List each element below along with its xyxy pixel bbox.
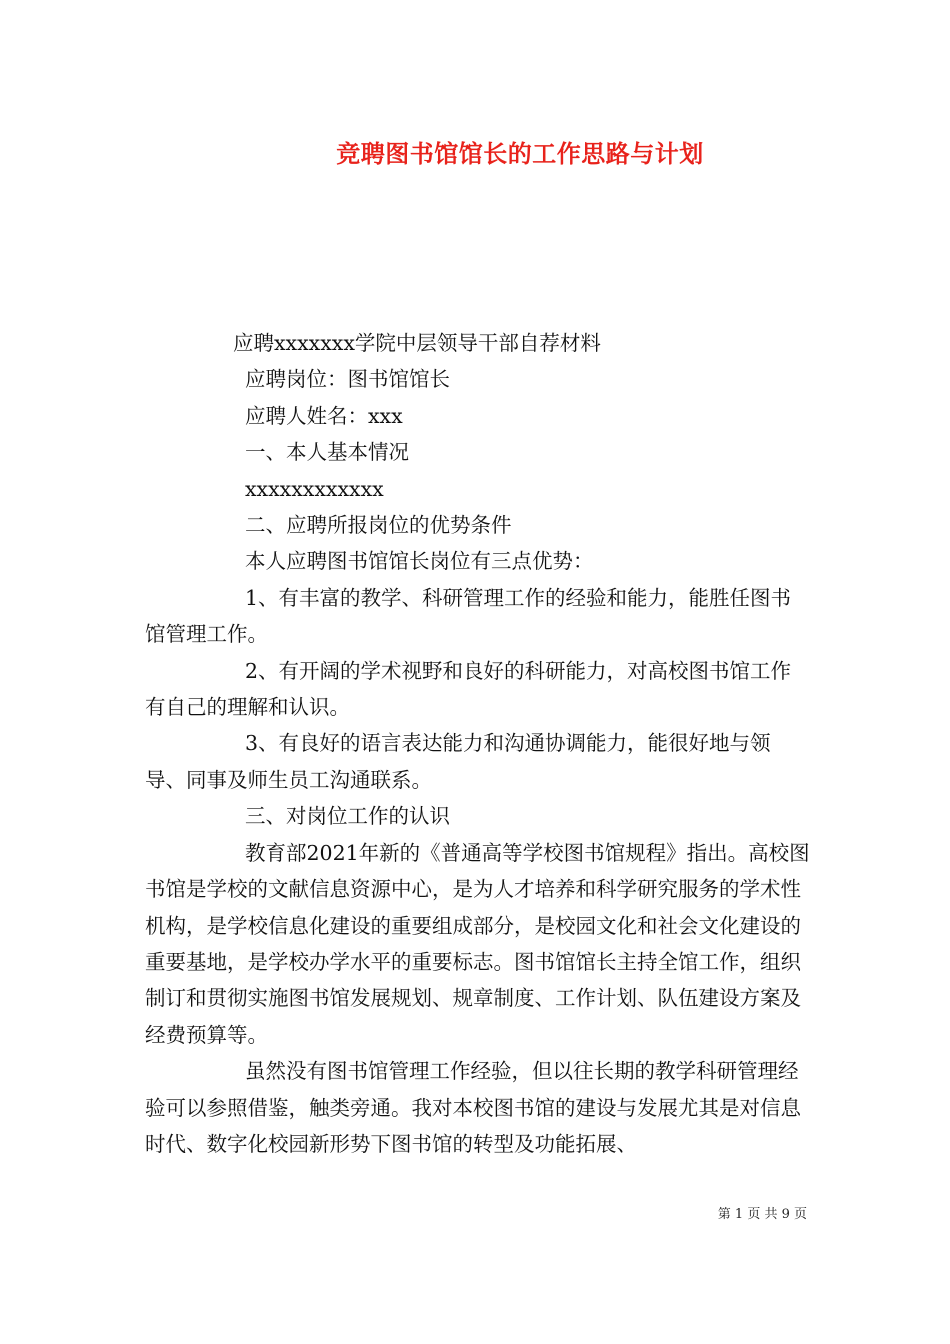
paragraph-advantages-intro: 本人应聘图书馆馆长岗位有三点优势： (245, 549, 594, 574)
paragraph-regulation: 教育部2021年新的《普通高等学校图书馆规程》指出。高校图书馆是学校的文献信息资源中心，是为人才培养和科学研究服务的学术性机构，是学校信息化建设的重要组成部分，是校园文化和社会文化建设的重要基地，是学校办学水平的重要标志。图书馆馆长主持全馆工作，组织制订和贯彻实施图书馆发展规划、规章制度、工作计划、队伍建设方案及经费预算等。 (145, 840, 810, 1047)
section-heading-understanding: 三、对岗位工作的认识 (245, 804, 450, 829)
document-title: 竞聘图书馆馆长的工作思路与计划 (336, 139, 704, 168)
paragraph-advantage-2: 2、有开阔的学术视野和良好的科研能力，对高校图书馆工作有自己的理解和认识。 (145, 658, 792, 720)
paragraph-advantage-1: 1、有丰富的教学、科研管理工作的经验和能力，能胜任图书馆管理工作。 (145, 585, 792, 647)
paragraph-basic-info: xxxxxxxxxxxx (245, 476, 384, 501)
document-body (145, 325, 810, 1162)
section-heading-advantages: 二、应聘所报岗位的优势条件 (245, 513, 512, 538)
paragraph-position: 应聘岗位：图书馆馆长 (245, 367, 450, 392)
paragraph-experience: 虽然没有图书馆管理工作经验，但以往长期的教学科研管理经验可以参照借鉴，触类旁通。我对本校图书馆的建设与发展尤其是对信息时代、数字化校园新形势下图书馆的转型及功能拓展、 (145, 1059, 801, 1156)
paragraph-applicant-name: 应聘人姓名：xxx (245, 403, 403, 428)
paragraph-advantage-3: 3、有良好的语言表达能力和沟通协调能力，能很好地与领导、同事及师生员工沟通联系。 (145, 731, 771, 792)
section-heading-basic-info: 一、本人基本情况 (245, 440, 409, 465)
paragraph-application-heading: 应聘xxxxxxx学院中层领导干部自荐材料 (233, 331, 601, 355)
page-number-footer: 第 1 页 共 9 页 (717, 1207, 807, 1222)
